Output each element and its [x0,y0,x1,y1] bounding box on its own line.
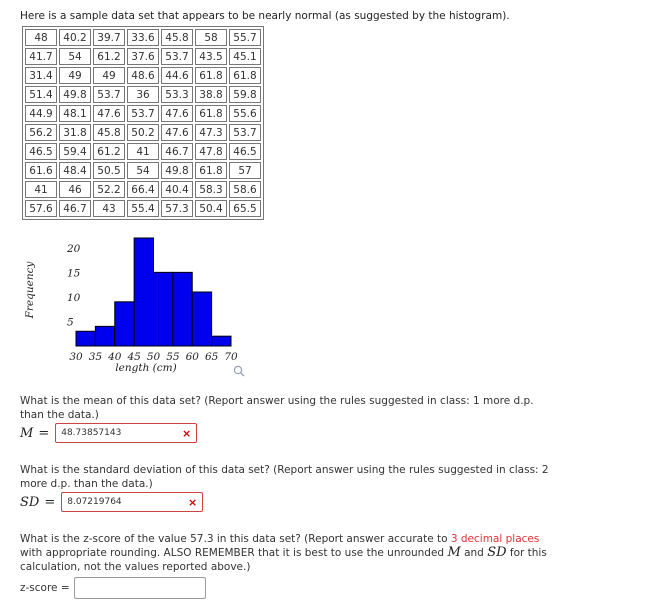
zscore-input[interactable] [74,577,206,599]
x-tick-label: 30 [69,351,83,363]
mean-input[interactable] [55,423,197,443]
histogram-bar [173,272,192,346]
table-cell: 50.4 [195,200,227,217]
table-cell: 41 [25,181,57,198]
table-cell: 48.1 [59,105,91,122]
table-cell: 58.6 [229,181,261,198]
table-cell: 41 [127,143,159,160]
table-cell: 48 [25,29,57,46]
table-cell: 61.8 [195,105,227,122]
table-cell: 53.3 [161,86,193,103]
table-cell: 54 [127,162,159,179]
x-tick-label: 70 [224,351,238,363]
histogram-bar [192,292,211,346]
table-cell: 50.2 [127,124,159,141]
zscore-text-and: and [460,547,488,559]
table-row [25,162,261,179]
question-sd: What is the standard deviation of this data set? (Report answer using the rules suggested in class: 2 more d.p. than the data.) [20,464,549,490]
table-cell: 55.7 [229,29,261,46]
y-tick-label: 20 [67,242,81,255]
incorrect-icon: × [182,426,192,440]
table-cell: 49.8 [59,86,91,103]
histogram-bar [134,238,153,346]
table-cell: 46.7 [59,200,91,217]
table-cell: 31.4 [25,67,57,84]
table-row [25,181,261,198]
table-cell: 47.6 [161,105,193,122]
table-cell: 37.6 [127,48,159,65]
x-tick-label: 60 [185,351,199,363]
table-cell: 53.7 [93,86,125,103]
table-cell: 61.8 [195,162,227,179]
sd-value: 8.07219764 [67,497,122,507]
table-cell: 50.5 [93,162,125,179]
table-cell: 48.4 [59,162,91,179]
zscore-text-b: with appropriate rounding. ALSO REMEMBER that it is best to use the unrounded [20,547,448,559]
table-row [25,29,261,46]
table-cell: 46 [59,181,91,198]
table-cell: 45.1 [229,48,261,65]
table-cell: 49 [59,67,91,84]
table-cell: 47.6 [161,124,193,141]
x-tick-label: 50 [146,351,161,363]
table-cell: 57 [229,162,261,179]
table-cell: 61.6 [25,162,57,179]
table-cell: 47.6 [93,105,125,122]
incorrect-icon: × [188,495,198,509]
table-cell: 53.7 [229,124,261,141]
table-cell: 58.3 [195,181,227,198]
table-cell: 38.8 [195,86,227,103]
x-tick-label: 35 [88,351,103,363]
table-cell: 59.4 [59,143,91,160]
mean-label: M [20,425,34,441]
table-cell: 41.7 [25,48,57,65]
table-cell: 55.4 [127,200,159,217]
magnify-icon[interactable] [234,366,244,376]
mean-answer-row [20,423,197,443]
table-cell: 57.6 [25,200,57,217]
mean-equals: = [38,425,50,441]
question-mean: What is the mean of this data set? (Report answer using the rules suggested in class: 1 more d.p. than the data.) [20,395,534,421]
table-cell: 46.5 [25,143,57,160]
table-row [25,200,261,217]
table-cell: 66.4 [127,181,159,198]
x-tick-label: 40 [108,351,122,363]
table-cell: 33.6 [127,29,159,46]
zscore-text-emphasis: 3 decimal places [450,533,540,545]
table-cell: 65.5 [229,200,261,217]
table-cell: 45.8 [93,124,125,141]
table-row [25,48,261,65]
table-cell: 44.9 [25,105,57,122]
mean-value: 48.73857143 [61,428,122,438]
sd-equals: = [44,494,56,510]
table-cell: 54 [59,48,91,65]
y-tick-label: 10 [67,291,81,304]
y-tick-label: 5 [67,316,74,329]
table-cell: 47.8 [195,143,227,160]
table-cell: 46.7 [161,143,193,160]
table-row [25,67,261,84]
histogram-bar [154,272,173,346]
table-cell: 49 [93,67,125,84]
table-row [25,105,261,122]
zscore-math-m: M [447,545,461,560]
y-tick-label: 15 [67,267,81,280]
table-row [25,124,261,141]
table-cell: 55.6 [229,105,261,122]
sd-input[interactable] [61,492,203,512]
table-cell: 57.3 [161,200,193,217]
table-cell: 59.8 [229,86,261,103]
table-cell: 51.4 [25,86,57,103]
histogram-bar [95,326,114,346]
table-row [25,143,261,160]
histogram-bar [115,302,134,346]
table-cell: 45.8 [161,29,193,46]
table-cell: 31.8 [59,124,91,141]
table-cell: 47.3 [195,124,227,141]
data-table [22,26,264,220]
sd-answer-row [20,492,203,512]
table-row [25,86,261,103]
zscore-answer-row [20,577,206,599]
table-cell: 56.2 [25,124,57,141]
table-cell: 53.7 [161,48,193,65]
zscore-text-a: What is the z-score of the value 57.3 in this data set? (Report answer accurate to [20,533,451,545]
table-cell: 52.2 [93,181,125,198]
histogram-bar [76,331,95,346]
table-cell: 61.2 [93,48,125,65]
x-tick-label: 55 [166,351,180,363]
table-cell: 36 [127,86,159,103]
x-axis-label: length (cm) [115,362,177,374]
table-cell: 44.6 [161,67,193,84]
zscore-label: z-score = [20,582,70,594]
table-cell: 46.5 [229,143,261,160]
table-cell: 49.8 [161,162,193,179]
table-cell: 39.7 [93,29,125,46]
table-cell: 40.4 [161,181,193,198]
question-zscore [20,532,550,574]
table-cell: 61.2 [93,143,125,160]
table-cell: 61.8 [229,67,261,84]
x-tick-label: 45 [127,351,141,363]
sd-label: SD [20,494,40,510]
table-cell: 53.7 [127,105,159,122]
zscore-text-c: for this calculation, not the values reported above.) [20,547,547,573]
histogram [20,232,260,382]
table-cell: 61.8 [195,67,227,84]
table-cell: 40.2 [59,29,91,46]
table-cell: 58 [195,29,227,46]
x-tick-label: 65 [204,351,219,363]
zscore-math-sd: SD [487,545,507,560]
table-cell: 43 [93,200,125,217]
intro-text: Here is a sample data set that appears to be nearly normal (as suggested by the histogram). [20,10,510,22]
table-cell: 43.5 [195,48,227,65]
table-cell: 48.6 [127,67,159,84]
y-axis-label: Frequency [24,261,36,319]
histogram-bar [212,336,231,346]
